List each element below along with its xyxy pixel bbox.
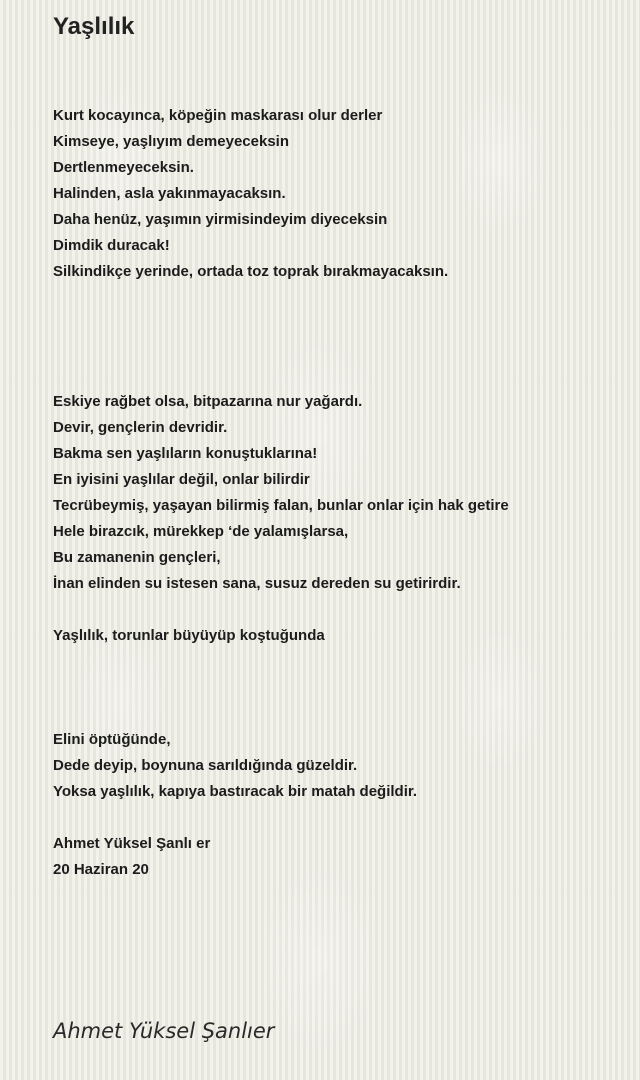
stanza xyxy=(53,103,623,285)
stanza xyxy=(53,623,623,649)
stanza xyxy=(53,727,623,805)
stanza-spacer xyxy=(53,649,623,727)
poem-line: Dimdik duracak! xyxy=(53,237,170,254)
poem-line: Yoksa yaşlılık, kapıya bastıracak bir matah değildir. xyxy=(53,783,418,800)
author-signature: Ahmet Yüksel Şanlıer xyxy=(53,1019,275,1043)
poem-line: Hele birazcık, mürekkep ‘de yalamışlarsa, xyxy=(53,523,349,540)
stanza-spacer xyxy=(53,285,623,389)
poem-line: Dertlenmeyeceksin. xyxy=(53,159,194,176)
poem-line: Silkindikçe yerinde, ortada toz toprak bırakmayacaksın. xyxy=(53,263,449,280)
poem-line: Tecrübeymiş, yaşayan bilirmiş falan, bunlar onlar için hak getire xyxy=(53,497,509,514)
stanza xyxy=(53,389,623,597)
poem-title: Yaşlılık xyxy=(53,13,135,40)
poem-line: Eskiye rağbet olsa, bitpazarına nur yağardı. xyxy=(53,393,363,410)
poem-line: Bakma sen yaşlıların konuştuklarına! xyxy=(53,445,318,462)
poem-line: Devir, gençlerin devridir. xyxy=(53,419,228,436)
poem-line: Kurt kocayınca, köpeğin maskarası olur derler xyxy=(53,107,383,124)
stanza-spacer xyxy=(53,805,623,831)
poem-line: Yaşlılık, torunlar büyüyüp koştuğunda xyxy=(53,627,325,644)
poem-line: Halinden, asla yakınmayacaksın. xyxy=(53,185,286,202)
date-line: 20 Haziran 20 xyxy=(53,861,149,878)
poem-line: İnan elinden su istesen sana, susuz dereden su getirirdir. xyxy=(53,575,461,592)
poem-line: Kimseye, yaşlıyım demeyeceksin xyxy=(53,133,289,150)
author-line: Ahmet Yüksel Şanlı er xyxy=(53,835,211,852)
poem-line: Daha henüz, yaşımın yirmisindeyim diyeceksin xyxy=(53,211,388,228)
poem-line: Dede deyip, boynuna sarıldığında güzeldir. xyxy=(53,757,358,774)
poem-line: Elini öptüğünde, xyxy=(53,731,171,748)
poem-line: En iyisini yaşlılar değil, onlar bilirdir xyxy=(53,471,310,488)
stanza-spacer xyxy=(53,597,623,623)
poem-body xyxy=(53,103,623,883)
poem-line: Bu zamanenin gençleri, xyxy=(53,549,221,566)
author-block xyxy=(53,831,623,883)
